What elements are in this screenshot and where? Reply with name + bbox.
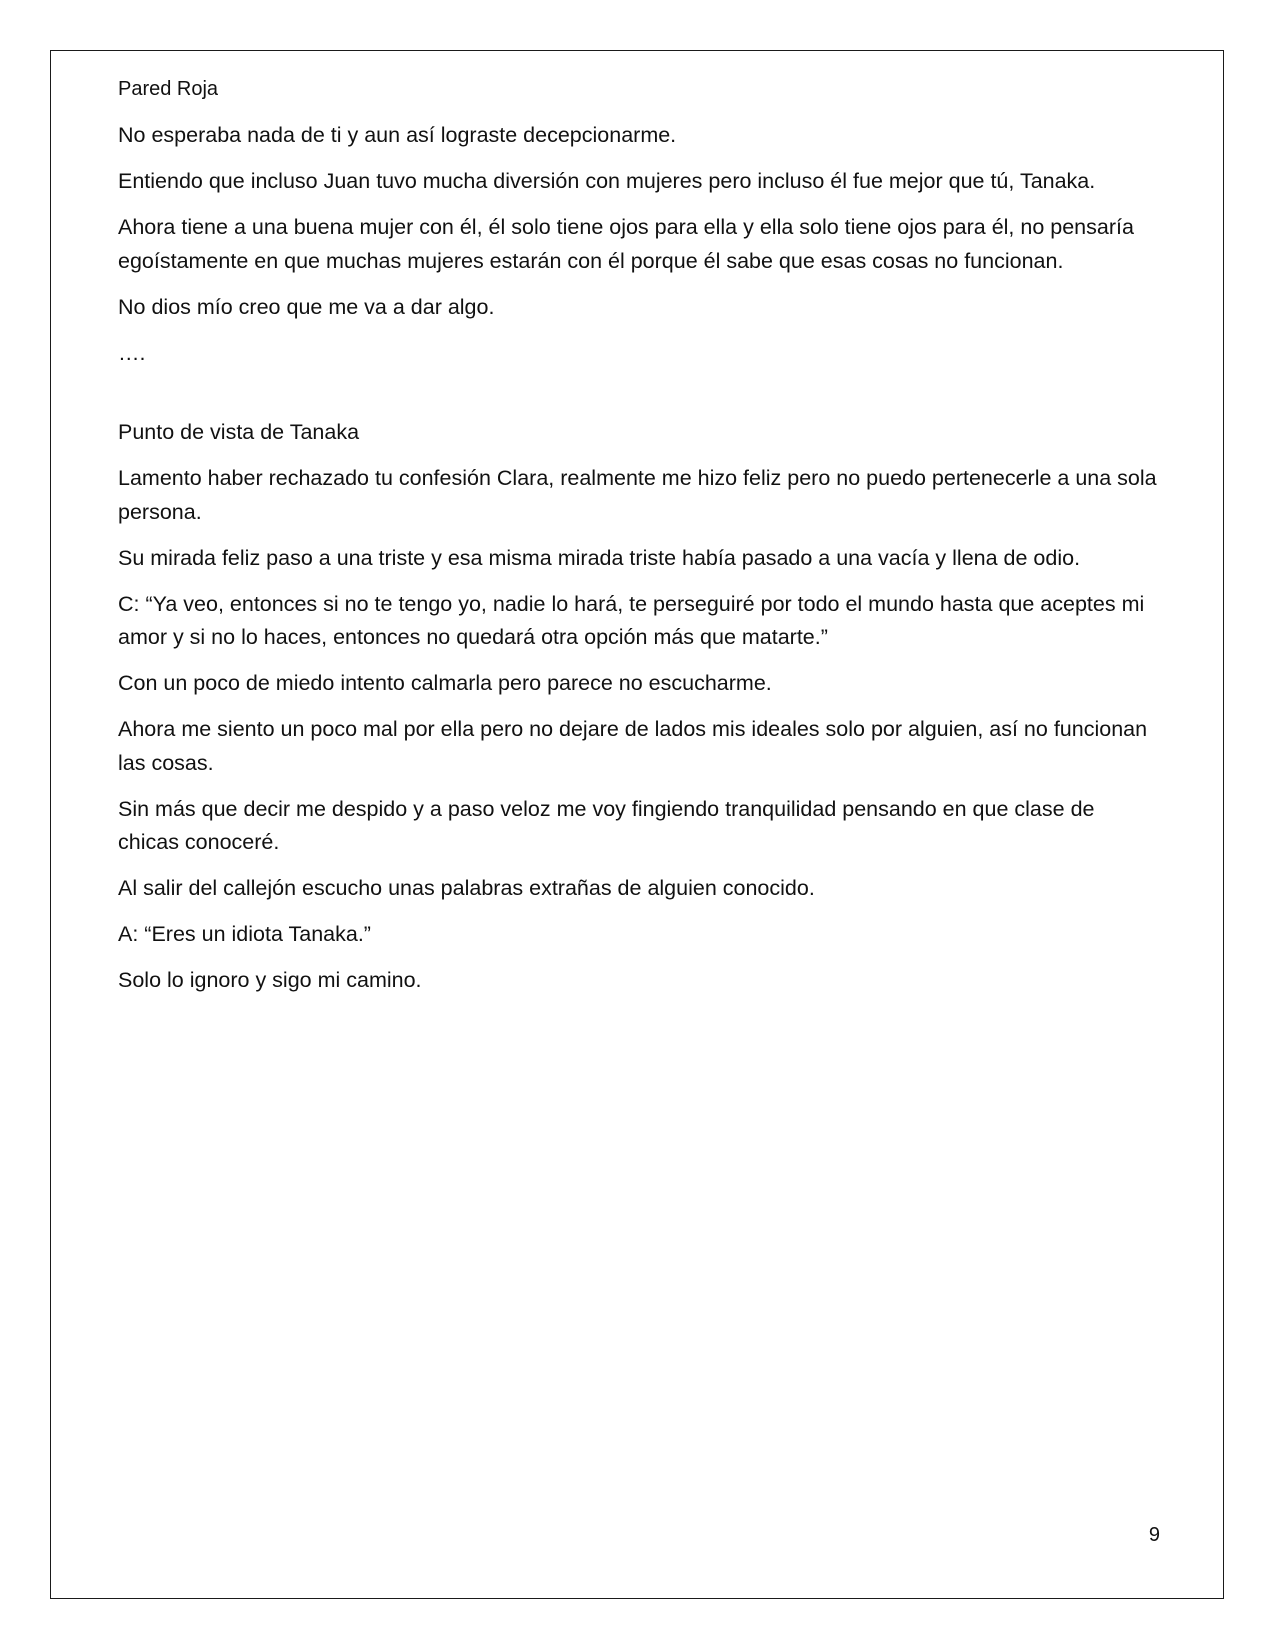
paragraph: No dios mío creo que me va a dar algo. — [118, 294, 495, 319]
running-header: Pared Roja — [118, 78, 219, 100]
scene-break: …. — [118, 340, 146, 365]
paragraph: C: “Ya veo, entonces si no te tengo yo, nadie lo hará, te perseguiré por todo el mundo hasta que aceptes mi amor y si no lo haces, entonces no quedará otra opción más que matarte.” — [118, 591, 1145, 649]
paragraph: Al salir del callejón escucho unas palabras extrañas de alguien conocido. — [118, 876, 815, 900]
page-number: 9 — [1148, 1524, 1160, 1546]
paragraph: Entiendo que incluso Juan tuvo mucha diversión con mujeres pero incluso él fue mejor que tú, Tanaka. — [118, 169, 1096, 193]
paragraph: Sin más que decir me despido y a paso veloz me voy fingiendo tranquilidad pensando en que clase de chicas conoceré. — [118, 796, 1095, 854]
paragraph: No esperaba nada de ti y aun así lograste decepcionarme. — [118, 123, 677, 147]
body-text — [118, 119, 1158, 1010]
paragraph: Lamento haber rechazado tu confesión Clara, realmente me hizo feliz pero no puedo pertenecerle a una sola persona. — [118, 466, 1157, 524]
section-heading: Punto de vista de Tanaka — [118, 420, 360, 444]
paragraph: Su mirada feliz paso a una triste y esa misma mirada triste había pasado a una vacía y llena de odio. — [118, 545, 1081, 570]
paragraph: Solo lo ignoro y sigo mi camino. — [118, 968, 422, 992]
paragraph: A: “Eres un idiota Tanaka.” — [118, 922, 371, 946]
paragraph: Con un poco de miedo intento calmarla pero parece no escucharme. — [118, 671, 772, 695]
paragraph: Ahora me siento un poco mal por ella pero no dejare de lados mis ideales solo por alguien, así no funcionan las cosas. — [118, 717, 1148, 775]
paragraph: Ahora tiene a una buena mujer con él, él solo tiene ojos para ella y ella solo tiene ojos para él, no pensaría egoístamente en que muchas mujeres estarán con él porque él sabe que esas cosas no funcionan. — [118, 215, 1134, 273]
